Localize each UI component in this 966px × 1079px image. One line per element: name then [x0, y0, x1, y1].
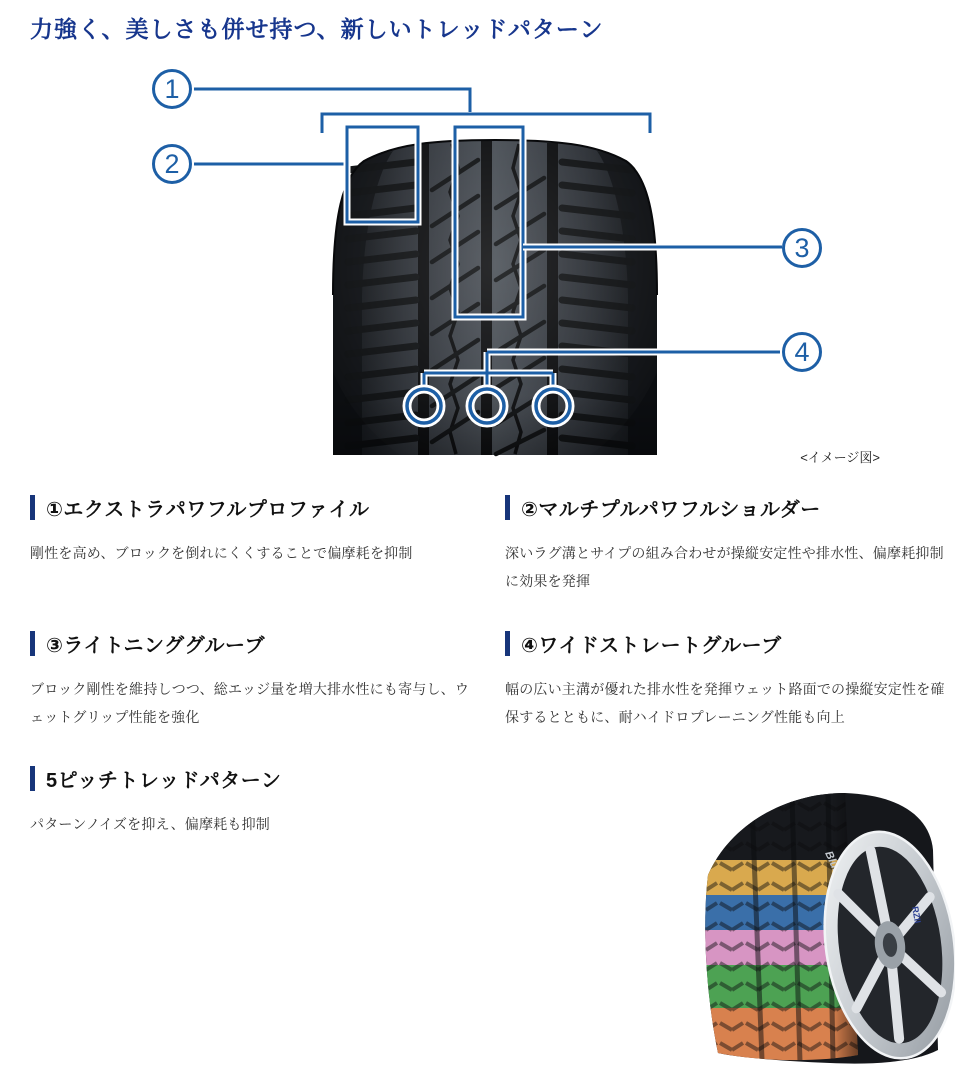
- heading-bar: [30, 766, 35, 791]
- section-body: 剛性を高め、ブロックを倒れにくくすることで偏摩耗を抑制: [30, 545, 413, 561]
- pitch-tire-image: [680, 755, 955, 1065]
- section-wide-straight-groove: [505, 629, 953, 731]
- tread-diagram: [0, 55, 966, 475]
- section-extra-powerful-profile: [30, 493, 478, 567]
- section-lightning-groove: [30, 629, 478, 731]
- callout-2: 2: [152, 144, 192, 184]
- callout-4: 4: [782, 332, 822, 372]
- section-body: ブロック剛性を維持しつつ、総エッジ量を増大排水性にも寄与し、ウェットグリップ性能を強化: [30, 681, 470, 725]
- callout-1: 1: [152, 69, 192, 109]
- section-heading: ①エクストラパワフルプロファイル: [46, 499, 370, 521]
- section-5pitch-tread-pattern: [30, 764, 478, 838]
- heading-bar: [505, 631, 510, 656]
- section-body: 深いラグ溝とサイプの組み合わせが操縦安定性や排水性、偏摩耗抑制に効果を発揮: [505, 545, 944, 589]
- section-heading: 5ピッチトレッドパターン: [46, 770, 282, 792]
- page-title: 力強く、美しさも併せ持つ、新しいトレッドパターン: [30, 16, 604, 42]
- section-body: パターンノイズを抑え、偏摩耗も抑制: [30, 816, 270, 832]
- heading-bar: [30, 495, 35, 520]
- diagram-caption: <イメージ図>: [800, 450, 880, 465]
- section-heading: ④ワイドストレートグルーブ: [521, 635, 782, 657]
- section-heading: ③ライトニンググルーブ: [46, 635, 266, 657]
- section-multiple-powerful-shoulder: [505, 493, 953, 595]
- callout-3: 3: [782, 228, 822, 268]
- heading-bar: [30, 631, 35, 656]
- heading-bar: [505, 495, 510, 520]
- section-heading: ②マルチプルパワフルショルダー: [521, 499, 821, 521]
- tread-diagram-illustration: [0, 55, 966, 475]
- wheel-brand-text: RZII: [910, 905, 923, 925]
- section-body: 幅の広い主溝が優れた排水性を発揮ウェット路面での操縦安定性を確保するとともに、耐ハイドロプレーニング性能も向上: [505, 681, 945, 725]
